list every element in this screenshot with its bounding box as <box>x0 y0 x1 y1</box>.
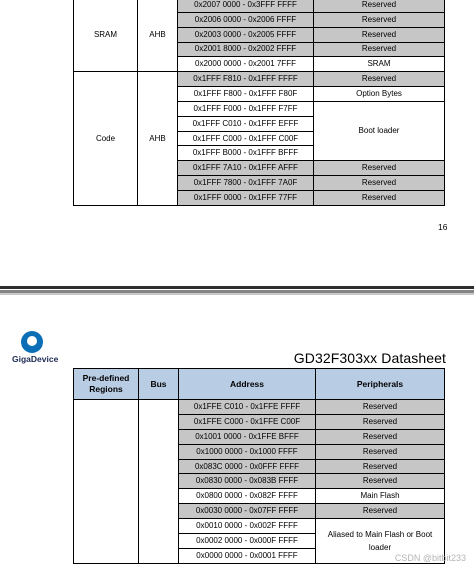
peripheral-cell: Reserved <box>314 161 445 176</box>
address-cell: 0x0002 0000 - 0x000F FFFF <box>179 534 316 549</box>
address-cell: 0x1000 0000 - 0x1000 FFFF <box>179 444 316 459</box>
address-cell: 0x1FFF 7A10 - 0x1FFF AFFF <box>178 161 314 176</box>
header-bus: Bus <box>139 369 179 400</box>
peripheral-cell: Reserved <box>316 504 445 519</box>
address-cell: 0x1FFF C010 - 0x1FFF EFFF <box>178 116 314 131</box>
address-cell: 0x2003 0000 - 0x2005 FFFF <box>178 27 314 42</box>
peripheral-cell: Option Bytes <box>314 87 445 102</box>
address-cell: 0x1FFE C000 - 0x1FFE C00F <box>179 414 316 429</box>
brand-name: GigaDevice <box>12 354 59 364</box>
region-cell-code: Code <box>74 72 138 206</box>
header-region: Pre-defined Regions <box>74 369 139 400</box>
peripheral-cell: Reserved <box>316 400 445 415</box>
bus-cell-empty <box>139 400 179 564</box>
peripheral-cell: Reserved <box>314 12 445 27</box>
peripheral-cell: Reserved <box>314 27 445 42</box>
peripheral-cell: Reserved <box>316 444 445 459</box>
address-cell: 0x1FFE C010 - 0x1FFE FFFF <box>179 400 316 415</box>
header-address: Address <box>179 369 316 400</box>
page-separator-top <box>0 286 474 289</box>
address-cell: 0x1001 0000 - 0x1FFE BFFF <box>179 429 316 444</box>
peripheral-cell: Reserved <box>314 190 445 205</box>
address-cell: 0x1FFF 0000 - 0x1FFF 77FF <box>178 190 314 205</box>
address-cell: 0x1FFF F800 - 0x1FFF F80F <box>178 87 314 102</box>
csdn-watermark: CSDN @bitbit233 <box>394 553 466 563</box>
peripheral-cell: Reserved <box>316 414 445 429</box>
peripheral-cell: Reserved <box>316 474 445 489</box>
address-cell: 0x1FFF F810 - 0x1FFF FFFF <box>178 72 314 87</box>
memory-map-table-lower <box>73 368 445 564</box>
bus-cell-sram: AHB <box>138 0 178 72</box>
address-cell: 0x2001 8000 - 0x2002 FFFF <box>178 42 314 57</box>
peripheral-cell: Reserved <box>316 429 445 444</box>
aliased-cell: Aliased to Main Flash or Boot loader <box>316 519 445 564</box>
address-cell: 0x083C 0000 - 0x0FFF FFFF <box>179 459 316 474</box>
peripheral-cell: Reserved <box>314 72 445 87</box>
address-cell: 0x1FFF C000 - 0x1FFF C00F <box>178 131 314 146</box>
bootloader-cell: Boot loader <box>314 101 445 160</box>
gigadevice-logo <box>12 331 59 369</box>
address-cell: 0x2000 0000 - 0x2001 7FFF <box>178 57 314 72</box>
address-cell: 0x0000 0000 - 0x0001 FFFF <box>179 548 316 563</box>
peripheral-cell: Reserved <box>314 42 445 57</box>
address-cell: 0x2007 0000 - 0x3FFF FFFF <box>178 0 314 12</box>
peripheral-cell: Reserved <box>314 176 445 191</box>
gigadevice-logo-icon <box>21 331 43 353</box>
address-cell: 0x1FFF B000 - 0x1FFF BFFF <box>178 146 314 161</box>
address-cell: 0x1FFF 7800 - 0x1FFF 7A0F <box>178 176 314 191</box>
address-cell: 0x0010 0000 - 0x002F FFFF <box>179 519 316 534</box>
region-cell-empty <box>74 400 139 564</box>
address-cell: 0x0800 0000 - 0x082F FFFF <box>179 489 316 504</box>
address-cell: 0x0030 0000 - 0x07FF FFFF <box>179 504 316 519</box>
peripheral-cell: SRAM <box>314 57 445 72</box>
address-cell: 0x0830 0000 - 0x083B FFFF <box>179 474 316 489</box>
page-separator-gap <box>0 293 474 295</box>
peripheral-cell: Reserved <box>314 0 445 12</box>
document-title: GD32F303xx Datasheet <box>293 350 446 366</box>
header-peripherals: Peripherals <box>316 369 445 400</box>
page-number: 16 <box>438 222 448 232</box>
peripheral-cell: Reserved <box>316 459 445 474</box>
bus-cell-code: AHB <box>138 72 178 206</box>
peripheral-cell: Main Flash <box>316 489 445 504</box>
address-cell: 0x2006 0000 - 0x2006 FFFF <box>178 12 314 27</box>
region-cell-sram: SRAM <box>74 0 138 72</box>
address-cell: 0x1FFF F000 - 0x1FFF F7FF <box>178 101 314 116</box>
memory-map-table-upper <box>73 0 445 206</box>
